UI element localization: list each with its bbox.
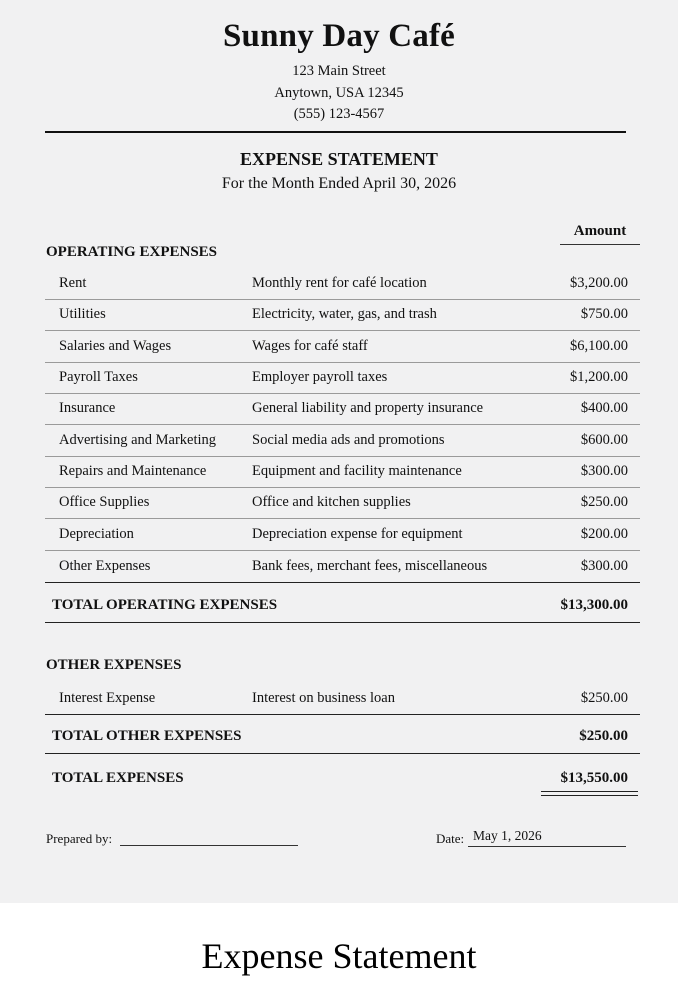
other-total-label: TOTAL OTHER EXPENSES — [52, 728, 242, 744]
date-value: May 1, 2026 — [473, 828, 542, 843]
expense-amount: $400.00 — [580, 400, 628, 416]
expense-amount: $3,200.00 — [570, 275, 628, 291]
amount-column-header: Amount — [573, 223, 627, 239]
date-line — [468, 846, 626, 847]
expense-name: Rent — [59, 275, 87, 291]
operating-total-amount: $13,300.00 — [560, 597, 628, 613]
expense-description: Electricity, water, gas, and trash — [252, 306, 437, 322]
operating-section-title: OPERATING EXPENSES — [46, 244, 218, 260]
expense-amount: $750.00 — [580, 306, 628, 322]
company-street: 123 Main Street — [292, 63, 386, 79]
statement-title: EXPENSE STATEMENT — [240, 149, 438, 169]
other-total-underline — [45, 753, 640, 754]
expense-amount: $250.00 — [580, 494, 628, 510]
other-total-row — [45, 719, 640, 753]
operating-total-row — [45, 588, 640, 622]
date-label: Date: — [436, 831, 465, 846]
expense-row — [45, 393, 640, 425]
image-caption: Expense Statement — [201, 936, 477, 976]
expense-amount: $300.00 — [580, 463, 628, 479]
amount-header-underline — [560, 244, 640, 245]
company-phone: (555) 123-4567 — [293, 106, 385, 122]
company-city: Anytown, USA 12345 — [274, 85, 404, 101]
prepared-by-label: Prepared by: — [46, 831, 113, 846]
expense-description: Office and kitchen supplies — [252, 494, 411, 510]
expense-amount: $250.00 — [580, 690, 628, 706]
expense-name: Repairs and Maintenance — [59, 463, 207, 479]
expense-row — [45, 425, 640, 457]
grand-total-double-underline-top — [541, 791, 638, 792]
expense-name: Insurance — [59, 400, 116, 416]
expense-row — [45, 551, 640, 583]
company-name: Sunny Day Café — [222, 18, 455, 54]
expense-amount: $300.00 — [580, 558, 628, 574]
expense-row — [45, 456, 640, 488]
expense-row — [45, 362, 640, 394]
operating-total-underline — [45, 622, 640, 623]
grand-total-row — [45, 761, 640, 795]
expense-name: Utilities — [59, 306, 106, 322]
expense-name: Other Expenses — [59, 558, 151, 574]
expense-row — [45, 487, 640, 519]
expense-amount: $6,100.00 — [570, 338, 628, 354]
other-total-amount: $250.00 — [579, 728, 628, 744]
expense-description: Social media ads and promotions — [252, 432, 445, 448]
expense-amount: $200.00 — [580, 526, 628, 542]
expense-row — [45, 683, 640, 715]
expense-name: Advertising and Marketing — [59, 432, 217, 448]
expense-row — [45, 299, 640, 331]
expense-description: Bank fees, merchant fees, miscellaneous — [252, 558, 488, 574]
header-divider — [45, 131, 626, 133]
expense-amount: $600.00 — [580, 432, 628, 448]
expense-description: Wages for café staff — [252, 338, 368, 354]
prepared-by-signature-line — [120, 845, 298, 846]
grand-total-double-underline-bottom — [541, 795, 638, 796]
grand-total-label: TOTAL EXPENSES — [52, 770, 184, 786]
expense-description: Interest on business loan — [252, 690, 395, 706]
expense-row — [45, 519, 640, 551]
expense-description: Employer payroll taxes — [252, 369, 388, 385]
expense-amount: $1,200.00 — [570, 369, 628, 385]
expense-description: General liability and property insurance — [252, 400, 484, 416]
expense-row — [45, 331, 640, 363]
expense-row — [45, 268, 640, 300]
operating-total-label: TOTAL OPERATING EXPENSES — [52, 597, 278, 613]
expense-description: Monthly rent for café location — [252, 275, 427, 291]
other-section-title: OTHER EXPENSES — [46, 657, 182, 673]
grand-total-amount: $13,550.00 — [560, 770, 628, 786]
expense-name: Depreciation — [59, 526, 134, 542]
expense-name: Payroll Taxes — [59, 369, 138, 385]
expense-name: Office Supplies — [59, 494, 150, 510]
expense-description: Depreciation expense for equipment — [252, 526, 463, 542]
expense-description: Equipment and facility maintenance — [252, 463, 462, 479]
statement-period: For the Month Ended April 30, 2026 — [221, 175, 457, 192]
expense-name: Salaries and Wages — [59, 338, 172, 354]
expense-name: Interest Expense — [59, 690, 156, 706]
